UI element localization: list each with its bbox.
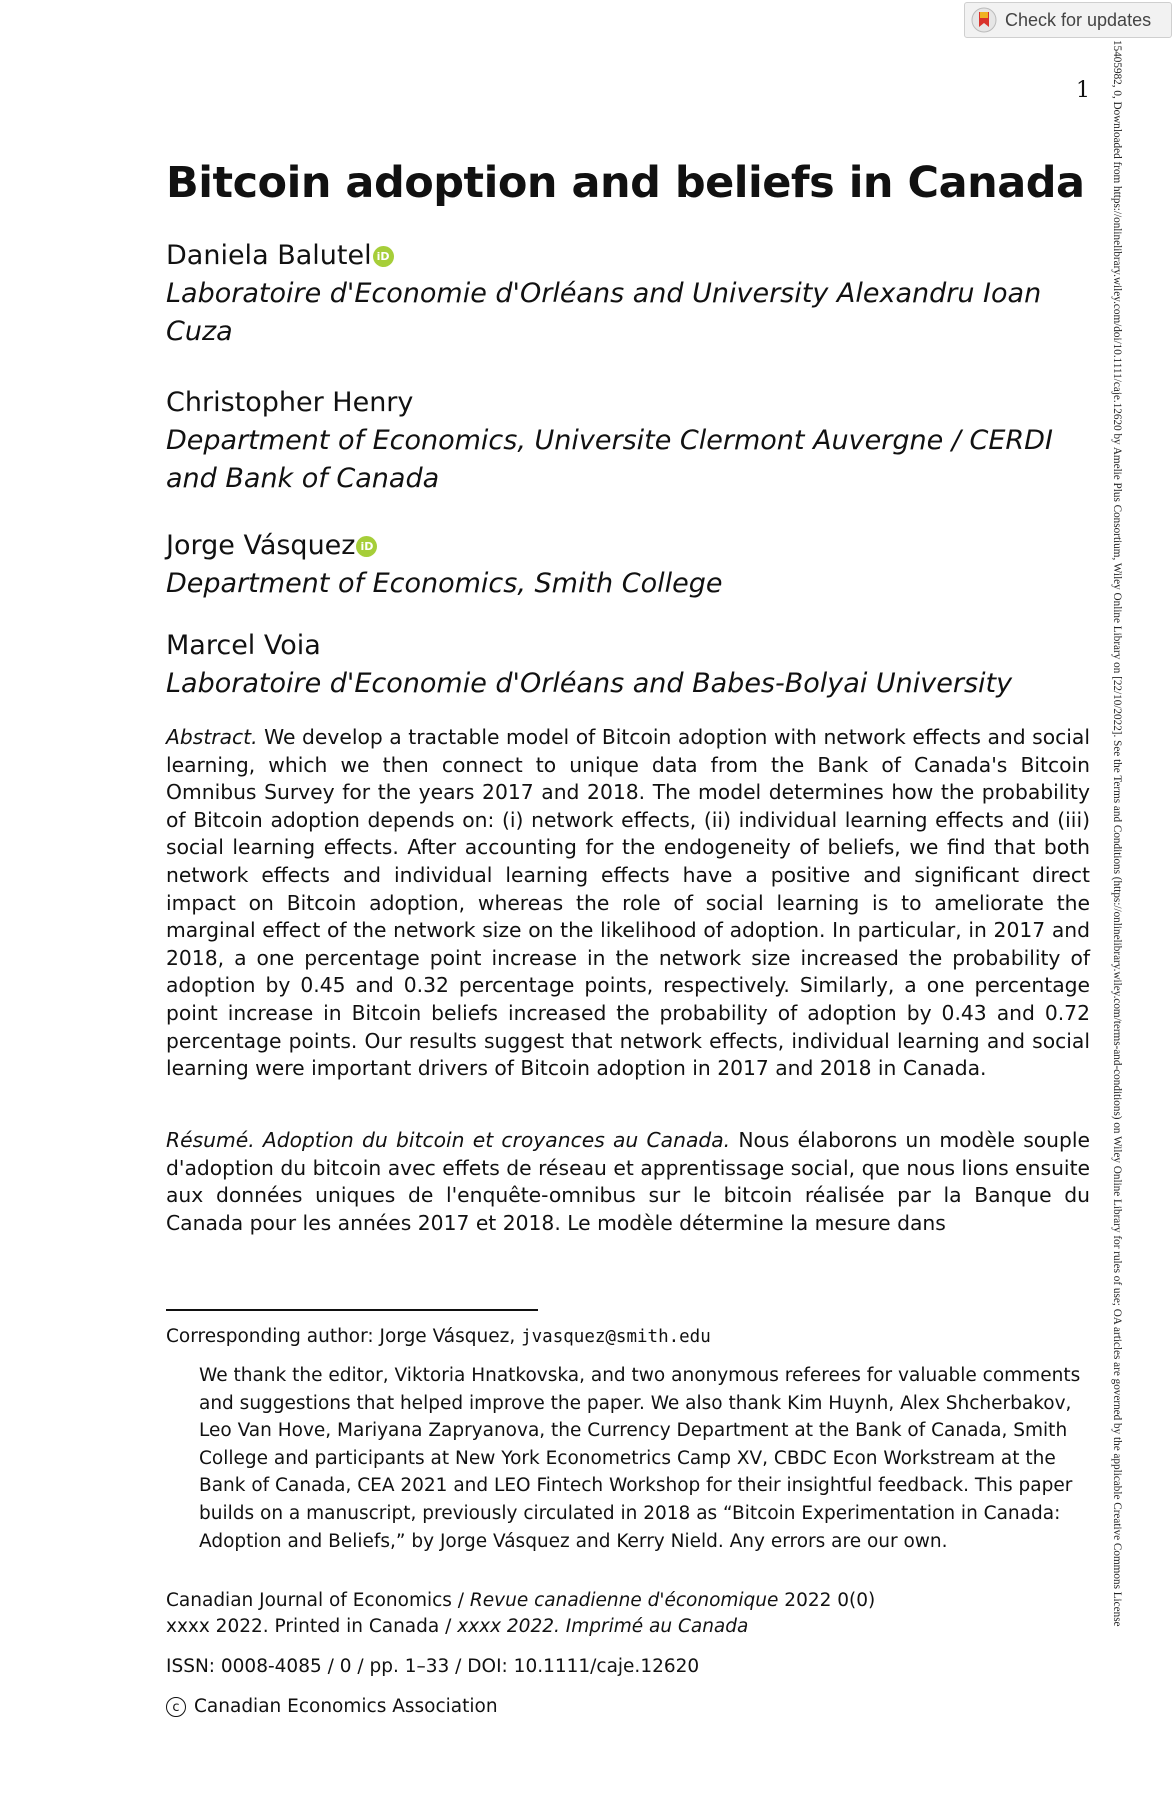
author-block xyxy=(166,627,1076,703)
journal-name-en: Canadian Journal of Economics / xyxy=(166,1590,465,1611)
paper-title: Bitcoin adoption and beliefs in Canada xyxy=(166,158,1085,208)
author-affiliation-line: Department of Economics, Smith College xyxy=(166,568,723,599)
author-affiliation-line: Laboratoire d'Economie d'Orléans and University Alexandru Ioan xyxy=(166,278,1042,309)
copyright-holder: Canadian Economics Association xyxy=(194,1696,498,1717)
author-affiliation-line: and Bank of Canada xyxy=(166,463,440,494)
abstract-text: We develop a tractable model of Bitcoin adoption with network effects and social learning, which we then connect to unique data from the Bank of Canada's Bitcoin Omnibus Survey for the years 2017 and 2018. The model determines how the probability of Bitcoin adoption depends on: (i) network effects, (ii) individual learning effects and (iii) social learning effects. After accounting for the endogeneity of beliefs, we find that both network effects and individual learning effects have a positive and significant direct impact on Bitcoin adoption, whereas the role of social learning is to ameliorate the marginal effect of the network size on the likelihood of adoption. In particular, in 2017 and 2018, a one percentage point increase in the network size increased the probability of adoption by 0.45 and 0.32 percentage points, respectively. Similarly, a one percentage point increase in Bitcoin beliefs increased the probability of adoption by 0.43 and 0.72 percentage points. Our results suggest that network effects, individual learning and social learning were important drivers of Bitcoin adoption in 2017 and 2018 in Canada. xyxy=(166,725,1090,1081)
author-name: Daniela Balutel xyxy=(166,240,372,271)
copyright-icon: c xyxy=(166,1697,186,1717)
crossmark-icon xyxy=(971,7,997,33)
check-for-updates-button[interactable] xyxy=(964,2,1172,38)
author-block xyxy=(166,384,1076,498)
author-block xyxy=(166,527,1076,603)
orcid-icon[interactable]: iD xyxy=(356,536,377,557)
author-affiliation-line: Department of Economics, Universite Clermont Auvergne / CERDI xyxy=(166,425,1053,456)
issn-doi: ISSN: 0008-4085 / 0 / pp. 1–33 / DOI: 10.1111/caje.12620 xyxy=(166,1656,700,1677)
download-notice: 15405982, 0, Downloaded from https://onlinelibrary.wiley.com/doi/10.1111/caje.12620 by Amelie Plus Consortium, Wiley Online Library on [22/10/2022]. See the Terms and Conditions (https://onlinelibrary.wiley.com/terms-and-conditions) on Wiley Online Library for rules of use; OA articles are governed by the applicable Creative Commons License xyxy=(1111,40,1123,1627)
author-affiliation-line: Laboratoire d'Economie d'Orléans and Babes-Bolyai University xyxy=(166,668,1013,699)
footnote-divider xyxy=(166,1309,538,1311)
author-name: Jorge Vásquez xyxy=(166,530,356,561)
journal-line xyxy=(166,1588,875,1614)
author-name: Christopher Henry xyxy=(166,387,414,418)
email-link[interactable]: jvasquez@smith.edu xyxy=(521,1327,711,1347)
journal-info xyxy=(166,1588,875,1640)
print-fr: xxxx 2022. Imprimé au Canada xyxy=(457,1616,749,1637)
abstract-label: Abstract. xyxy=(166,725,258,749)
corresponding-author xyxy=(166,1326,711,1347)
journal-volume: 2022 0(0) xyxy=(784,1590,876,1611)
orcid-icon[interactable]: iD xyxy=(373,246,394,267)
journal-name-fr: Revue canadienne d'économique xyxy=(469,1590,779,1611)
resume-label: Résumé. Adoption du bitcoin et croyances au Canada. xyxy=(166,1128,731,1152)
author-name-row xyxy=(166,237,1076,275)
author-affiliation-line: Cuza xyxy=(166,316,233,347)
author-name: Marcel Voia xyxy=(166,630,321,661)
author-name-row xyxy=(166,384,1076,422)
page-number: 1 xyxy=(1076,78,1090,103)
copyright xyxy=(166,1696,498,1717)
print-line xyxy=(166,1614,875,1640)
check-for-updates-label: Check for updates xyxy=(1005,9,1152,30)
resume xyxy=(166,1127,1090,1237)
acknowledgements: We thank the editor, Viktoria Hnatkovska, and two anonymous referees for valuable comments and suggestions that helped improve the paper. We also thank Kim Huynh, Alex Shcherbakov, Leo Van Hove, Mariyana Zapryanova, the Currency Department at the Bank of Canada, Smith College and participants at New York Econometrics Camp XV, CBDC Econ Workstream at the Bank of Canada, CEA 2021 and LEO Fintech Workshop for their insightful feedback. This paper builds on a manuscript, previously circulated in 2018 as “Bitcoin Experimentation in Canada: Adoption and Beliefs,” by Jorge Vásquez and Kerry Nield. Any errors are our own. xyxy=(199,1365,1081,1552)
abstract xyxy=(166,724,1090,1083)
resume-text: Nous élaborons un modèle souple d'adoption du bitcoin avec effets de réseau et apprentissage social, que nous lions ensuite aux données uniques de l'enquête-omnibus sur le bitcoin réalisée par la Banque du Canada pour les années 2017 et 2018. Le modèle détermine la mesure dans xyxy=(166,1128,1091,1235)
author-name-row xyxy=(166,527,1076,565)
corresponding-author-label: Corresponding author: Jorge Vásquez, xyxy=(166,1326,516,1347)
author-block xyxy=(166,237,1076,351)
author-name-row xyxy=(166,627,1076,665)
print-en: xxxx 2022. Printed in Canada / xyxy=(166,1616,452,1637)
